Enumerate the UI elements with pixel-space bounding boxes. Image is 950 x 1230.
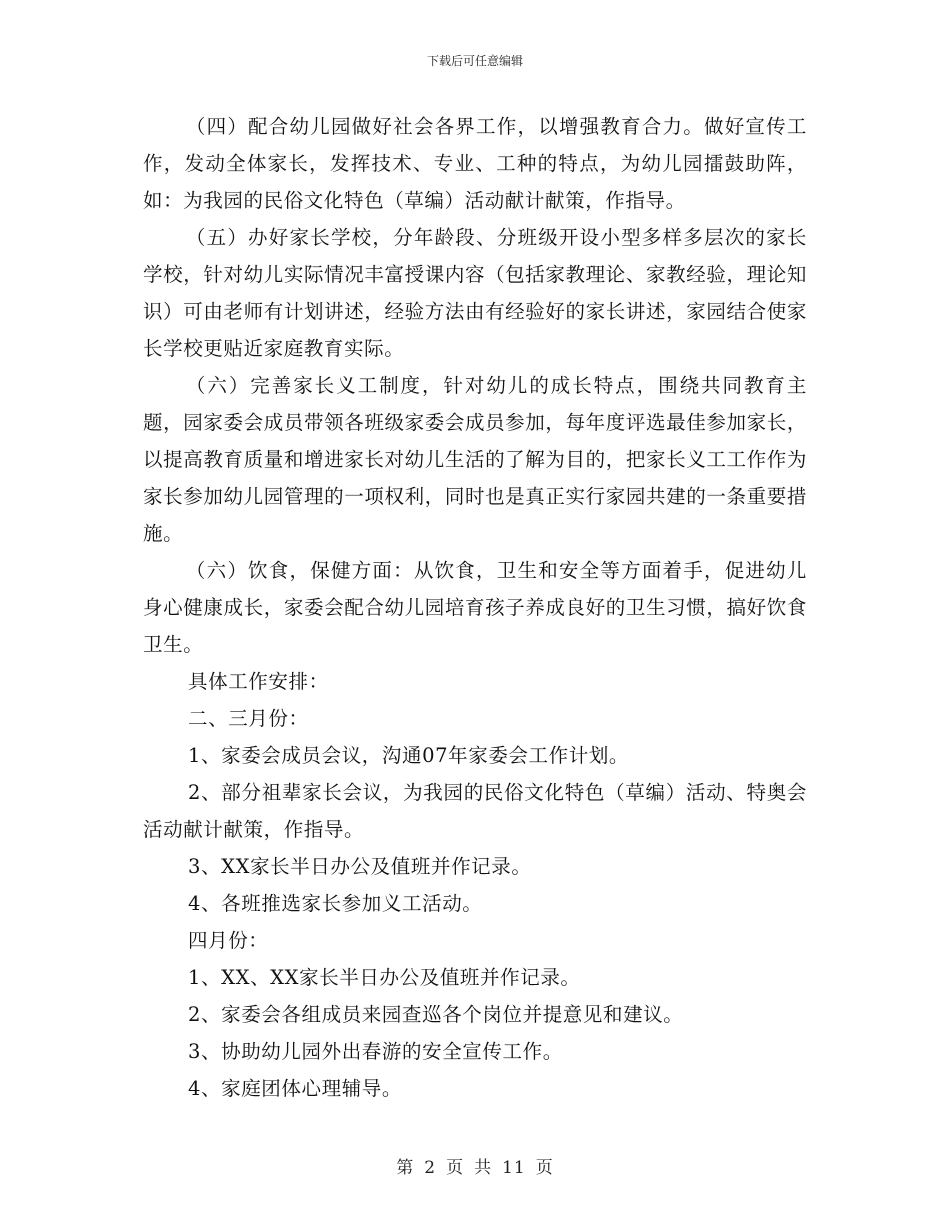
footer-prefix: 第 xyxy=(396,1158,415,1178)
march-item-2: 2、部分祖辈家长会议，为我园的民俗文化特色（草编）活动、特奥会活动献计献策，作指导。 xyxy=(143,781,807,841)
march-item-1: 1、家委会成员会议，沟通07年家委会工作计划。 xyxy=(188,744,630,767)
april-item-1: 1、XX、XX家长半日办公及值班并作记录。 xyxy=(188,966,581,989)
march-item-4: 4、各班推选家长参加义工活动。 xyxy=(188,892,483,915)
april-heading: 四月份： xyxy=(188,929,269,952)
footer-total-pages: 11 xyxy=(502,1158,526,1178)
page-header: 下载后可任意编辑 xyxy=(426,54,523,68)
march-heading: 二、三月份： xyxy=(188,707,309,730)
footer-suffix: 页 xyxy=(535,1158,554,1178)
document-body xyxy=(143,108,807,1107)
march-item-3: 3、XX家长半日办公及值班并作记录。 xyxy=(188,855,532,878)
footer-current-page: 2 xyxy=(424,1158,437,1178)
footer-page-word: 页 xyxy=(446,1158,465,1178)
schedule-heading: 具体工作安排： xyxy=(188,670,329,693)
april-item-4: 4、家庭团体心理辅导。 xyxy=(188,1077,403,1100)
paragraph-6-diet: （六）饮食，保健方面：从饮食，卫生和安全等方面着手，促进幼儿身心健康成长，家委会配合幼儿园培育孩子养成良好的卫生习惯，搞好饮食卫生。 xyxy=(143,559,807,656)
paragraph-6-volunteer: （六）完善家长义工制度，针对幼儿的成长特点，围绕共同教育主题，园家委会成员带领各班级家委会成员参加，每年度评选最佳参加家长，以提高教育质量和增进家长对幼儿生活的了解为目的，把家长义工工作作为家长参加幼儿园管理的一项权利，同时也是真正实行家园共建的一条重要措施。 xyxy=(143,374,807,545)
paragraph-4: （四）配合幼儿园做好社会各界工作，以增强教育合力。做好宣传工作，发动全体家长，发挥技术、专业、工种的特点，为幼儿园擂鼓助阵，如：为我园的民俗文化特色（草编）活动献计献策，作指导。 xyxy=(143,115,807,212)
april-item-2: 2、家委会各组成员来园查巡各个岗位并提意见和建议。 xyxy=(188,1003,684,1026)
april-item-3: 3、协助幼儿园外出春游的安全宣传工作。 xyxy=(188,1040,563,1063)
footer-total-word: 共 xyxy=(474,1158,493,1178)
paragraph-5: （五）办好家长学校，分年龄段、分班级开设小型多样多层次的家长学校，针对幼儿实际情况丰富授课内容（包括家教理论、家教经验，理论知识）可由老师有计划讲述，经验方法由有经验好的家长讲述，家园结合使家长学校更贴近家庭教育实际。 xyxy=(143,226,807,360)
page-footer xyxy=(0,1153,950,1178)
